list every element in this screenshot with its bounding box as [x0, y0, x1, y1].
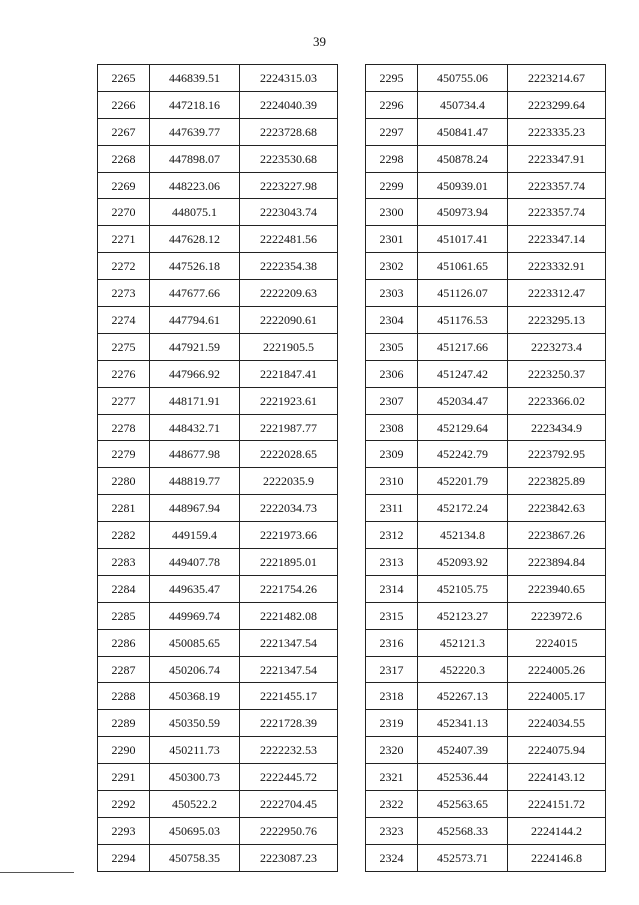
- y-coordinate-cell: 2223825.89: [508, 468, 606, 495]
- x-coordinate-cell: 451176.53: [418, 307, 508, 334]
- table-row: [366, 65, 606, 92]
- table-row: [98, 91, 338, 118]
- x-coordinate-cell: 450939.01: [418, 172, 508, 199]
- table-row: [98, 199, 338, 226]
- y-coordinate-cell: 2224146.8: [508, 844, 606, 871]
- point-id-cell: 2308: [366, 414, 418, 441]
- y-coordinate-cell: 2221987.77: [240, 414, 338, 441]
- x-coordinate-cell: 447526.18: [150, 253, 240, 280]
- table-row: [366, 522, 606, 549]
- table-row: [98, 360, 338, 387]
- y-coordinate-cell: 2221347.54: [240, 629, 338, 656]
- y-coordinate-cell: 2221455.17: [240, 683, 338, 710]
- table-row: [366, 307, 606, 334]
- x-coordinate-cell: 450522.2: [150, 791, 240, 818]
- table-row: [98, 844, 338, 871]
- point-id-cell: 2279: [98, 441, 150, 468]
- y-coordinate-cell: 2222704.45: [240, 791, 338, 818]
- y-coordinate-cell: 2223335.23: [508, 118, 606, 145]
- point-id-cell: 2324: [366, 844, 418, 871]
- y-coordinate-cell: 2221905.5: [240, 333, 338, 360]
- point-id-cell: 2286: [98, 629, 150, 656]
- table-row: [98, 522, 338, 549]
- y-coordinate-cell: 2222445.72: [240, 764, 338, 791]
- x-coordinate-cell: 448432.71: [150, 414, 240, 441]
- y-coordinate-cell: 2223357.74: [508, 172, 606, 199]
- y-coordinate-cell: 2221847.41: [240, 360, 338, 387]
- y-coordinate-cell: 2223347.91: [508, 145, 606, 172]
- point-id-cell: 2316: [366, 629, 418, 656]
- y-coordinate-cell: 2222034.73: [240, 495, 338, 522]
- point-id-cell: 2285: [98, 602, 150, 629]
- y-coordinate-cell: 2221347.54: [240, 656, 338, 683]
- point-id-cell: 2310: [366, 468, 418, 495]
- y-coordinate-cell: 2224015: [508, 629, 606, 656]
- point-id-cell: 2297: [366, 118, 418, 145]
- y-coordinate-cell: 2222354.38: [240, 253, 338, 280]
- table-row: [98, 737, 338, 764]
- x-coordinate-cell: 451126.07: [418, 280, 508, 307]
- x-coordinate-cell: 452536.44: [418, 764, 508, 791]
- point-id-cell: 2275: [98, 333, 150, 360]
- point-id-cell: 2271: [98, 226, 150, 253]
- table-row: [98, 333, 338, 360]
- point-id-cell: 2321: [366, 764, 418, 791]
- x-coordinate-cell: 452105.75: [418, 575, 508, 602]
- point-id-cell: 2320: [366, 737, 418, 764]
- table-row: [98, 172, 338, 199]
- table-row: [366, 253, 606, 280]
- point-id-cell: 2266: [98, 91, 150, 118]
- y-coordinate-cell: 2222028.65: [240, 441, 338, 468]
- table-row: [366, 710, 606, 737]
- point-id-cell: 2305: [366, 333, 418, 360]
- table-row: [98, 791, 338, 818]
- y-coordinate-cell: 2223366.02: [508, 387, 606, 414]
- y-coordinate-cell: 2221754.26: [240, 575, 338, 602]
- table-row: [366, 333, 606, 360]
- point-id-cell: 2272: [98, 253, 150, 280]
- y-coordinate-cell: 2224075.94: [508, 737, 606, 764]
- x-coordinate-cell: 449407.78: [150, 549, 240, 576]
- y-coordinate-cell: 2222090.61: [240, 307, 338, 334]
- x-coordinate-cell: 448967.94: [150, 495, 240, 522]
- table-row: [98, 226, 338, 253]
- point-id-cell: 2318: [366, 683, 418, 710]
- point-id-cell: 2313: [366, 549, 418, 576]
- table-row: [366, 226, 606, 253]
- y-coordinate-cell: 2224143.12: [508, 764, 606, 791]
- x-coordinate-cell: 448075.1: [150, 199, 240, 226]
- point-id-cell: 2301: [366, 226, 418, 253]
- x-coordinate-cell: 448223.06: [150, 172, 240, 199]
- x-coordinate-cell: 450695.03: [150, 817, 240, 844]
- x-coordinate-cell: 452568.33: [418, 817, 508, 844]
- point-id-cell: 2298: [366, 145, 418, 172]
- table-row: [366, 844, 606, 871]
- table-row: [366, 280, 606, 307]
- table-row: [98, 414, 338, 441]
- table-row: [98, 118, 338, 145]
- table-row: [98, 307, 338, 334]
- y-coordinate-cell: 2223347.14: [508, 226, 606, 253]
- table-row: [98, 145, 338, 172]
- point-id-cell: 2296: [366, 91, 418, 118]
- table-row: [98, 629, 338, 656]
- x-coordinate-cell: 447628.12: [150, 226, 240, 253]
- coordinate-table-right: [365, 64, 606, 872]
- x-coordinate-cell: 452220.3: [418, 656, 508, 683]
- table-row: [366, 91, 606, 118]
- point-id-cell: 2315: [366, 602, 418, 629]
- point-id-cell: 2294: [98, 844, 150, 871]
- y-coordinate-cell: 2224315.03: [240, 65, 338, 92]
- point-id-cell: 2304: [366, 307, 418, 334]
- point-id-cell: 2306: [366, 360, 418, 387]
- point-id-cell: 2284: [98, 575, 150, 602]
- table-row: [366, 683, 606, 710]
- y-coordinate-cell: 2221482.08: [240, 602, 338, 629]
- table-row: [366, 495, 606, 522]
- x-coordinate-cell: 447677.66: [150, 280, 240, 307]
- point-id-cell: 2291: [98, 764, 150, 791]
- table-row: [98, 575, 338, 602]
- x-coordinate-cell: 452034.47: [418, 387, 508, 414]
- point-id-cell: 2314: [366, 575, 418, 602]
- x-coordinate-cell: 447898.07: [150, 145, 240, 172]
- x-coordinate-cell: 450841.47: [418, 118, 508, 145]
- table-row: [98, 656, 338, 683]
- x-coordinate-cell: 450755.06: [418, 65, 508, 92]
- table-row: [366, 360, 606, 387]
- table-row: [366, 764, 606, 791]
- point-id-cell: 2273: [98, 280, 150, 307]
- y-coordinate-cell: 2223728.68: [240, 118, 338, 145]
- table-row: [366, 629, 606, 656]
- y-coordinate-cell: 2223940.65: [508, 575, 606, 602]
- y-coordinate-cell: 2223250.37: [508, 360, 606, 387]
- x-coordinate-cell: 452172.24: [418, 495, 508, 522]
- x-coordinate-cell: 452341.13: [418, 710, 508, 737]
- point-id-cell: 2322: [366, 791, 418, 818]
- point-id-cell: 2293: [98, 817, 150, 844]
- table-row: [98, 817, 338, 844]
- x-coordinate-cell: 450758.35: [150, 844, 240, 871]
- y-coordinate-cell: 2224005.26: [508, 656, 606, 683]
- table-row: [366, 414, 606, 441]
- y-coordinate-cell: 2223530.68: [240, 145, 338, 172]
- table-row: [366, 118, 606, 145]
- table-row: [366, 817, 606, 844]
- y-coordinate-cell: 2223043.74: [240, 199, 338, 226]
- table-row: [366, 602, 606, 629]
- point-id-cell: 2299: [366, 172, 418, 199]
- table-row: [98, 253, 338, 280]
- y-coordinate-cell: 2223972.6: [508, 602, 606, 629]
- x-coordinate-cell: 451217.66: [418, 333, 508, 360]
- x-coordinate-cell: 448819.77: [150, 468, 240, 495]
- y-coordinate-cell: 2223295.13: [508, 307, 606, 334]
- x-coordinate-cell: 447921.59: [150, 333, 240, 360]
- point-id-cell: 2277: [98, 387, 150, 414]
- table-row: [98, 549, 338, 576]
- point-id-cell: 2267: [98, 118, 150, 145]
- x-coordinate-cell: 451247.42: [418, 360, 508, 387]
- table-row: [366, 441, 606, 468]
- x-coordinate-cell: 449969.74: [150, 602, 240, 629]
- table-row: [98, 441, 338, 468]
- x-coordinate-cell: 452201.79: [418, 468, 508, 495]
- y-coordinate-cell: 2223357.74: [508, 199, 606, 226]
- y-coordinate-cell: 2223227.98: [240, 172, 338, 199]
- y-coordinate-cell: 2224144.2: [508, 817, 606, 844]
- x-coordinate-cell: 447639.77: [150, 118, 240, 145]
- table-row: [366, 145, 606, 172]
- table-row: [366, 387, 606, 414]
- x-coordinate-cell: 449635.47: [150, 575, 240, 602]
- y-coordinate-cell: 2222950.76: [240, 817, 338, 844]
- y-coordinate-cell: 2221728.39: [240, 710, 338, 737]
- x-coordinate-cell: 451061.65: [418, 253, 508, 280]
- coordinate-table-left: [97, 64, 338, 872]
- y-coordinate-cell: 2223792.95: [508, 441, 606, 468]
- table-row: [366, 549, 606, 576]
- point-id-cell: 2274: [98, 307, 150, 334]
- y-coordinate-cell: 2223312.47: [508, 280, 606, 307]
- table-row: [98, 764, 338, 791]
- x-coordinate-cell: 450350.59: [150, 710, 240, 737]
- table-row: [98, 710, 338, 737]
- point-id-cell: 2295: [366, 65, 418, 92]
- footnote-rule: [0, 872, 74, 873]
- x-coordinate-cell: 447966.92: [150, 360, 240, 387]
- y-coordinate-cell: 2224040.39: [240, 91, 338, 118]
- point-id-cell: 2311: [366, 495, 418, 522]
- y-coordinate-cell: 2224034.55: [508, 710, 606, 737]
- y-coordinate-cell: 2222232.53: [240, 737, 338, 764]
- x-coordinate-cell: 450211.73: [150, 737, 240, 764]
- y-coordinate-cell: 2222209.63: [240, 280, 338, 307]
- x-coordinate-cell: 447218.16: [150, 91, 240, 118]
- x-coordinate-cell: 450206.74: [150, 656, 240, 683]
- x-coordinate-cell: 446839.51: [150, 65, 240, 92]
- point-id-cell: 2302: [366, 253, 418, 280]
- point-id-cell: 2319: [366, 710, 418, 737]
- table-row: [98, 495, 338, 522]
- y-coordinate-cell: 2222035.9: [240, 468, 338, 495]
- table-row: [98, 65, 338, 92]
- point-id-cell: 2307: [366, 387, 418, 414]
- table-row: [366, 737, 606, 764]
- point-id-cell: 2303: [366, 280, 418, 307]
- table-row: [366, 199, 606, 226]
- table-row: [98, 387, 338, 414]
- x-coordinate-cell: 448171.91: [150, 387, 240, 414]
- table-row: [98, 602, 338, 629]
- point-id-cell: 2269: [98, 172, 150, 199]
- x-coordinate-cell: 452242.79: [418, 441, 508, 468]
- x-coordinate-cell: 452573.71: [418, 844, 508, 871]
- point-id-cell: 2281: [98, 495, 150, 522]
- x-coordinate-cell: 452407.39: [418, 737, 508, 764]
- y-coordinate-cell: 2223273.4: [508, 333, 606, 360]
- point-id-cell: 2278: [98, 414, 150, 441]
- y-coordinate-cell: 2221973.66: [240, 522, 338, 549]
- x-coordinate-cell: 452267.13: [418, 683, 508, 710]
- y-coordinate-cell: 2222481.56: [240, 226, 338, 253]
- point-id-cell: 2300: [366, 199, 418, 226]
- x-coordinate-cell: 452121.3: [418, 629, 508, 656]
- point-id-cell: 2290: [98, 737, 150, 764]
- y-coordinate-cell: 2221923.61: [240, 387, 338, 414]
- x-coordinate-cell: 449159.4: [150, 522, 240, 549]
- point-id-cell: 2276: [98, 360, 150, 387]
- point-id-cell: 2282: [98, 522, 150, 549]
- y-coordinate-cell: 2223214.67: [508, 65, 606, 92]
- y-coordinate-cell: 2223867.26: [508, 522, 606, 549]
- x-coordinate-cell: 450973.94: [418, 199, 508, 226]
- x-coordinate-cell: 452129.64: [418, 414, 508, 441]
- point-id-cell: 2270: [98, 199, 150, 226]
- point-id-cell: 2292: [98, 791, 150, 818]
- x-coordinate-cell: 452093.92: [418, 549, 508, 576]
- point-id-cell: 2323: [366, 817, 418, 844]
- point-id-cell: 2265: [98, 65, 150, 92]
- table-row: [366, 575, 606, 602]
- x-coordinate-cell: 452134.8: [418, 522, 508, 549]
- x-coordinate-cell: 450734.4: [418, 91, 508, 118]
- x-coordinate-cell: 447794.61: [150, 307, 240, 334]
- x-coordinate-cell: 452563.65: [418, 791, 508, 818]
- table-row: [98, 683, 338, 710]
- y-coordinate-cell: 2223434.9: [508, 414, 606, 441]
- point-id-cell: 2312: [366, 522, 418, 549]
- point-id-cell: 2288: [98, 683, 150, 710]
- x-coordinate-cell: 452123.27: [418, 602, 508, 629]
- y-coordinate-cell: 2223842.63: [508, 495, 606, 522]
- point-id-cell: 2287: [98, 656, 150, 683]
- point-id-cell: 2268: [98, 145, 150, 172]
- y-coordinate-cell: 2223894.84: [508, 549, 606, 576]
- y-coordinate-cell: 2223299.64: [508, 91, 606, 118]
- point-id-cell: 2309: [366, 441, 418, 468]
- y-coordinate-cell: 2224151.72: [508, 791, 606, 818]
- point-id-cell: 2289: [98, 710, 150, 737]
- x-coordinate-cell: 451017.41: [418, 226, 508, 253]
- x-coordinate-cell: 450300.73: [150, 764, 240, 791]
- point-id-cell: 2283: [98, 549, 150, 576]
- y-coordinate-cell: 2221895.01: [240, 549, 338, 576]
- y-coordinate-cell: 2223332.91: [508, 253, 606, 280]
- table-row: [366, 791, 606, 818]
- x-coordinate-cell: 450368.19: [150, 683, 240, 710]
- point-id-cell: 2280: [98, 468, 150, 495]
- table-row: [366, 656, 606, 683]
- page-number: 39: [313, 34, 326, 49]
- x-coordinate-cell: 450878.24: [418, 145, 508, 172]
- table-row: [366, 172, 606, 199]
- table-row: [366, 468, 606, 495]
- y-coordinate-cell: 2223087.23: [240, 844, 338, 871]
- point-id-cell: 2317: [366, 656, 418, 683]
- x-coordinate-cell: 448677.98: [150, 441, 240, 468]
- x-coordinate-cell: 450085.65: [150, 629, 240, 656]
- table-row: [98, 280, 338, 307]
- y-coordinate-cell: 2224005.17: [508, 683, 606, 710]
- table-row: [98, 468, 338, 495]
